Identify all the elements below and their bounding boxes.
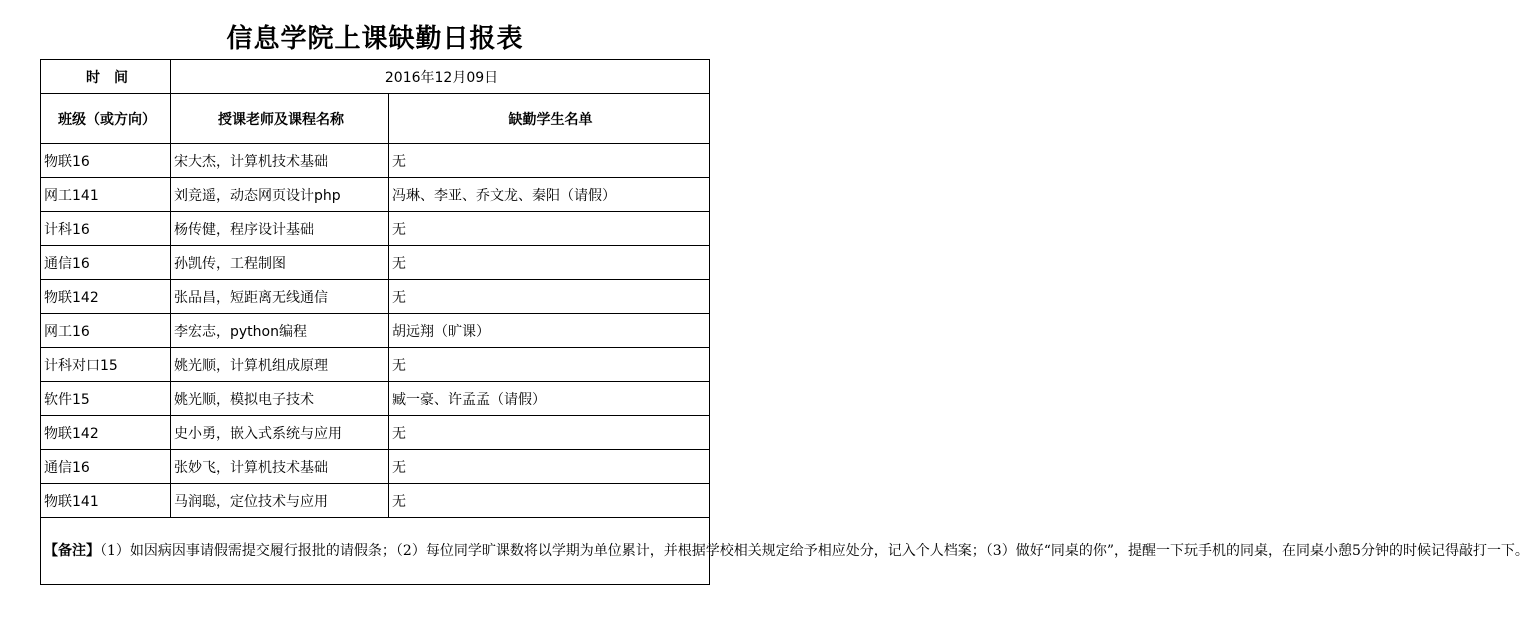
table-row [41,484,710,518]
table-row [41,178,710,212]
absent-cell: 冯琳、李亚、乔文龙、秦阳（请假） [389,178,710,212]
header-absent: 缺勤学生名单 [389,94,710,144]
class-cell: 网工16 [41,314,171,348]
teacher-course-cell: 李宏志，python编程 [171,314,389,348]
absent-cell: 胡远翔（旷课） [389,314,710,348]
absent-cell: 无 [389,246,710,280]
report-title: 信息学院上课缺勤日报表 [226,24,524,54]
time-row [41,60,710,94]
table-row [41,246,710,280]
note-cell [41,518,1529,585]
absent-cell: 无 [389,280,710,314]
time-label: 时 间 [41,60,171,94]
teacher-course-cell: 刘竞遥，动态网页设计php [171,178,389,212]
header-teacher-course: 授课老师及课程名称 [171,94,389,144]
class-cell: 计科对口15 [41,348,171,382]
teacher-course-cell: 史小勇，嵌入式系统与应用 [171,416,389,450]
class-cell: 网工141 [41,178,171,212]
teacher-course-cell: 姚光顺，模拟电子技术 [171,382,389,416]
table-row [41,416,710,450]
teacher-course-cell: 宋大杰，计算机技术基础 [171,144,389,178]
class-cell: 物联16 [41,144,171,178]
table-row [41,382,710,416]
attendance-table [40,59,1529,585]
absent-cell: 无 [389,416,710,450]
header-class: 班级（或方向） [41,94,171,144]
table-row [41,280,710,314]
teacher-course-cell: 张品昌，短距离无线通信 [171,280,389,314]
table-row [41,450,710,484]
teacher-course-cell: 杨传健，程序设计基础 [171,212,389,246]
table-row [41,314,710,348]
note-row [41,518,710,585]
absent-cell: 无 [389,144,710,178]
teacher-course-cell: 姚光顺，计算机组成原理 [171,348,389,382]
table-row [41,212,710,246]
teacher-course-cell: 孙凯传，工程制图 [171,246,389,280]
absent-cell: 无 [389,212,710,246]
teacher-course-cell: 张妙飞，计算机技术基础 [171,450,389,484]
class-cell: 物联141 [41,484,171,518]
table-row [41,348,710,382]
class-cell: 计科16 [41,212,171,246]
header-row [41,94,710,144]
class-cell: 通信16 [41,450,171,484]
class-cell: 通信16 [41,246,171,280]
absent-cell: 无 [389,484,710,518]
absent-cell: 臧一豪、许孟孟（请假） [389,382,710,416]
note-text: （1）如因病因事请假需提交履行报批的请假条；（2）每位同学旷课数将以学期为单位累计，并根据学校相关规定给予相应处分，记入个人档案；（3）做好“同桌的你”，提醒一下玩手机的同桌，在同桌小憩5分钟的时候记得敲打一下。 [100,543,1529,559]
class-cell: 物联142 [41,280,171,314]
teacher-course-cell: 马润聪，定位技术与应用 [171,484,389,518]
class-cell: 物联142 [41,416,171,450]
absent-cell: 无 [389,348,710,382]
note-label: 【备注】 [44,543,100,559]
report-date: 2016年12月09日 [171,60,710,94]
absent-cell: 无 [389,450,710,484]
class-cell: 软件15 [41,382,171,416]
table-row [41,144,710,178]
